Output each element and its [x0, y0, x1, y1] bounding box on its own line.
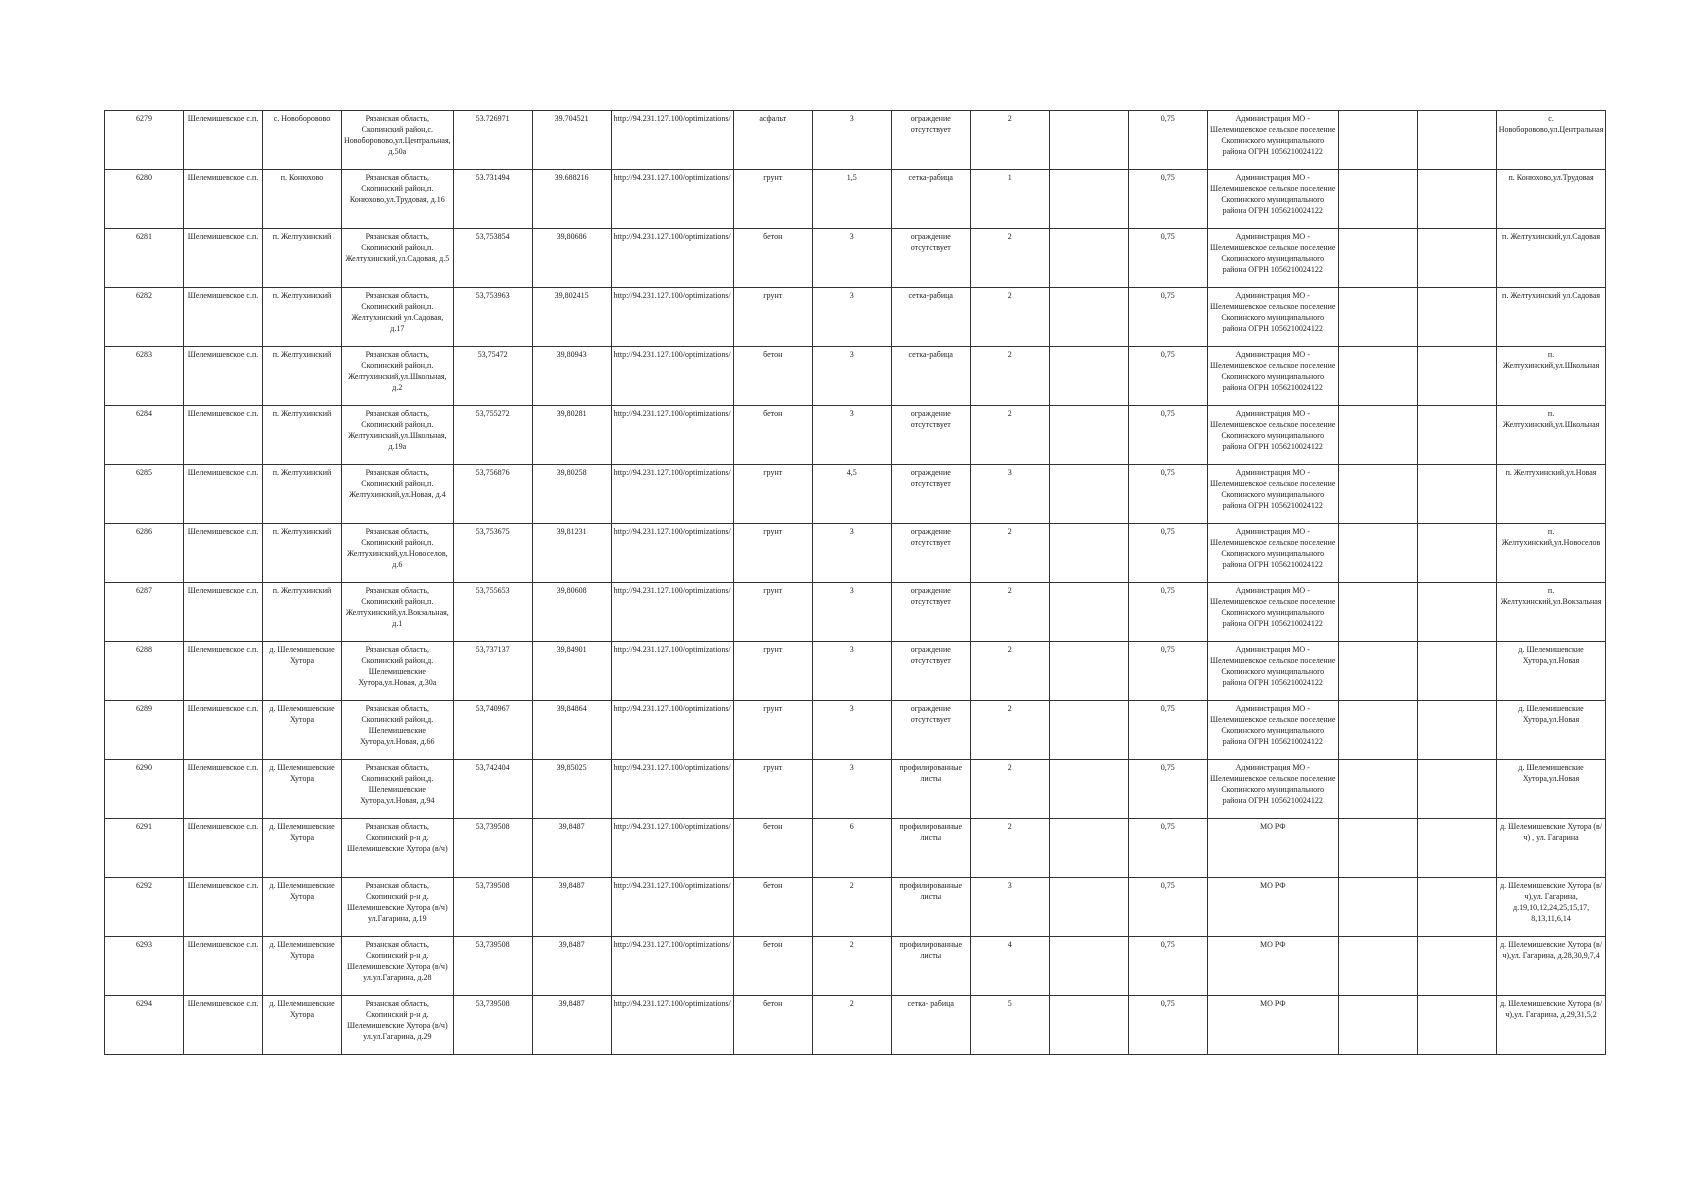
cell-row-number: 6285 — [105, 465, 184, 524]
cell-fence: сетка-рабица — [891, 170, 970, 229]
cell-container-volume: 0,75 — [1128, 347, 1207, 406]
cell-fence: ограждение отсутствует — [891, 465, 970, 524]
cell-settlement: Шелемишевское с.п. — [184, 878, 263, 937]
cell-container-volume: 0,75 — [1128, 465, 1207, 524]
cell-latitude: 53,755653 — [453, 583, 532, 642]
cell-served-area: д. Шелемишевские Хутора,ул.Новая — [1496, 760, 1606, 819]
cell-locality: п. Желтухинский — [263, 406, 342, 465]
cell-served-area: п. Конюхово,ул.Трудовая — [1496, 170, 1606, 229]
cell-latitude: 53,755272 — [453, 406, 532, 465]
cell-address: Рязанская область, Скопинский район,п. Желтухинский ул.Садовая, д.17 — [342, 288, 454, 347]
cell-extra-1 — [1338, 524, 1417, 583]
cell-row-number: 6283 — [105, 347, 184, 406]
cell-latitude: 53,756876 — [453, 465, 532, 524]
cell-latitude: 53,742404 — [453, 760, 532, 819]
cell-locality: п. Желтухинский — [263, 347, 342, 406]
cell-container-count: 4 — [970, 937, 1049, 996]
cell-url: http://94.231.127.100/optimizations/ — [611, 288, 733, 347]
cell-owner: МО РФ — [1207, 937, 1338, 996]
cell-longitude: 39,80686 — [532, 229, 611, 288]
cell-address: Рязанская область, Скопинский район,д. Шелемишевские Хутора,ул.Новая, д.66 — [342, 701, 454, 760]
table-row — [105, 996, 1606, 1055]
cell-locality: д. Шелемишевские Хутора — [263, 701, 342, 760]
cell-owner: Администрация МО - Шелемишевское сельское поселение Скопинского муниципального района ОГРН 1056210024122 — [1207, 111, 1338, 170]
cell-area: 3 — [812, 229, 891, 288]
cell-surface: грунт — [733, 583, 812, 642]
cell-url: http://94.231.127.100/optimizations/ — [611, 465, 733, 524]
cell-container-count: 3 — [970, 878, 1049, 937]
cell-longitude: 39,80258 — [532, 465, 611, 524]
cell-extra-2 — [1417, 642, 1496, 701]
cell-owner: Администрация МО - Шелемишевское сельское поселение Скопинского муниципального района ОГРН 1056210024122 — [1207, 465, 1338, 524]
cell-fence: ограждение отсутствует — [891, 701, 970, 760]
cell-served-area: п. Желтухинский,ул.Школьная — [1496, 347, 1606, 406]
table-row — [105, 170, 1606, 229]
cell-served-area: п. Желтухинский ул.Садовая — [1496, 288, 1606, 347]
cell-container-volume: 0,75 — [1128, 878, 1207, 937]
cell-row-number: 6290 — [105, 760, 184, 819]
cell-settlement: Шелемишевское с.п. — [184, 642, 263, 701]
cell-area: 3 — [812, 524, 891, 583]
cell-container-volume: 0,75 — [1128, 288, 1207, 347]
table-row — [105, 878, 1606, 937]
cell-area: 3 — [812, 583, 891, 642]
cell-locality: д. Шелемишевские Хутора — [263, 996, 342, 1055]
cell-container-count: 2 — [970, 111, 1049, 170]
cell-volume-empty — [1049, 288, 1128, 347]
cell-container-volume: 0,75 — [1128, 111, 1207, 170]
cell-longitude: 39,81231 — [532, 524, 611, 583]
cell-row-number: 6282 — [105, 288, 184, 347]
cell-area: 3 — [812, 701, 891, 760]
cell-surface: бетон — [733, 406, 812, 465]
cell-area: 3 — [812, 347, 891, 406]
cell-fence: сетка- рабица — [891, 996, 970, 1055]
cell-owner: Администрация МО - Шелемишевское сельское поселение Скопинского муниципального района ОГРН 1056210024122 — [1207, 701, 1338, 760]
cell-locality: д. Шелемишевские Хутора — [263, 642, 342, 701]
cell-container-volume: 0,75 — [1128, 583, 1207, 642]
cell-area: 3 — [812, 288, 891, 347]
cell-extra-2 — [1417, 170, 1496, 229]
cell-fence: ограждение отсутствует — [891, 524, 970, 583]
table-row — [105, 701, 1606, 760]
cell-volume-empty — [1049, 642, 1128, 701]
cell-longitude: 39,85025 — [532, 760, 611, 819]
cell-url: http://94.231.127.100/optimizations/ — [611, 819, 733, 878]
cell-locality: д. Шелемишевские Хутора — [263, 819, 342, 878]
cell-url: http://94.231.127.100/optimizations/ — [611, 524, 733, 583]
cell-settlement: Шелемишевское с.п. — [184, 583, 263, 642]
cell-served-area: с. Новоборовово,ул.Центральная — [1496, 111, 1606, 170]
cell-extra-2 — [1417, 347, 1496, 406]
cell-row-number: 6289 — [105, 701, 184, 760]
cell-fence: профилированные листы — [891, 878, 970, 937]
cell-settlement: Шелемишевское с.п. — [184, 170, 263, 229]
cell-owner: Администрация МО - Шелемишевское сельское поселение Скопинского муниципального района ОГРН 1056210024122 — [1207, 170, 1338, 229]
cell-extra-2 — [1417, 819, 1496, 878]
cell-extra-2 — [1417, 111, 1496, 170]
cell-surface: бетон — [733, 229, 812, 288]
cell-container-count: 2 — [970, 524, 1049, 583]
cell-owner: МО РФ — [1207, 819, 1338, 878]
cell-served-area: п. Желтухинский,ул.Новая — [1496, 465, 1606, 524]
cell-longitude: 39,80608 — [532, 583, 611, 642]
cell-extra-1 — [1338, 819, 1417, 878]
cell-row-number: 6281 — [105, 229, 184, 288]
cell-url: http://94.231.127.100/optimizations/ — [611, 583, 733, 642]
cell-area: 6 — [812, 819, 891, 878]
cell-extra-1 — [1338, 937, 1417, 996]
cell-area: 3 — [812, 406, 891, 465]
table-row — [105, 229, 1606, 288]
cell-container-volume: 0,75 — [1128, 642, 1207, 701]
cell-container-volume: 0,75 — [1128, 524, 1207, 583]
cell-longitude: 39,8487 — [532, 878, 611, 937]
cell-address: Рязанская область, Скопинский район,с. Новоборовово,ул.Центральная, д.50а — [342, 111, 454, 170]
cell-locality: д. Шелемишевские Хутора — [263, 760, 342, 819]
cell-latitude: 53,739508 — [453, 878, 532, 937]
cell-surface: бетон — [733, 937, 812, 996]
cell-url: http://94.231.127.100/optimizations/ — [611, 760, 733, 819]
cell-served-area: д. Шелемишевские Хутора (в/ч),ул. Гагарина, д.29,31,5,2 — [1496, 996, 1606, 1055]
cell-extra-1 — [1338, 229, 1417, 288]
cell-owner: Администрация МО - Шелемишевское сельское поселение Скопинского муниципального района ОГРН 1056210024122 — [1207, 288, 1338, 347]
cell-address: Рязанская область, Скопинский район,п. Конюхово,ул.Трудовая, д.16 — [342, 170, 454, 229]
cell-longitude: 39.704521 — [532, 111, 611, 170]
cell-container-volume: 0,75 — [1128, 229, 1207, 288]
cell-latitude: 53.731494 — [453, 170, 532, 229]
cell-volume-empty — [1049, 524, 1128, 583]
cell-volume-empty — [1049, 406, 1128, 465]
cell-latitude: 53,739508 — [453, 937, 532, 996]
cell-container-count: 3 — [970, 465, 1049, 524]
cell-surface: грунт — [733, 701, 812, 760]
cell-address: Рязанская область, Скопинский район,п. Желтухинский,ул.Садовая, д.5 — [342, 229, 454, 288]
cell-longitude: 39,8487 — [532, 819, 611, 878]
cell-latitude: 53,739508 — [453, 996, 532, 1055]
cell-container-volume: 0,75 — [1128, 819, 1207, 878]
cell-owner: МО РФ — [1207, 996, 1338, 1055]
cell-served-area: п. Желтухинский,ул.Садовая — [1496, 229, 1606, 288]
cell-longitude: 39,84901 — [532, 642, 611, 701]
cell-volume-empty — [1049, 878, 1128, 937]
cell-extra-2 — [1417, 229, 1496, 288]
cell-settlement: Шелемишевское с.п. — [184, 524, 263, 583]
cell-latitude: 53,75472 — [453, 347, 532, 406]
cell-container-count: 2 — [970, 288, 1049, 347]
cell-surface: грунт — [733, 642, 812, 701]
cell-container-count: 2 — [970, 583, 1049, 642]
cell-owner: Администрация МО - Шелемишевское сельское поселение Скопинского муниципального района ОГРН 1056210024122 — [1207, 760, 1338, 819]
cell-row-number: 6292 — [105, 878, 184, 937]
cell-row-number: 6284 — [105, 406, 184, 465]
cell-address: Рязанская область, Скопинский район,п. Желтухинский,ул.Новоселов, д.6 — [342, 524, 454, 583]
cell-container-count: 2 — [970, 642, 1049, 701]
cell-owner: Администрация МО - Шелемишевское сельское поселение Скопинского муниципального района ОГРН 1056210024122 — [1207, 347, 1338, 406]
cell-area: 3 — [812, 642, 891, 701]
cell-address: Рязанская область, Скопинский р-н д. Шелемишевские Хутора (в/ч) ул.ул.Гагарина, д.29 — [342, 996, 454, 1055]
cell-extra-2 — [1417, 406, 1496, 465]
cell-volume-empty — [1049, 819, 1128, 878]
cell-surface: грунт — [733, 288, 812, 347]
cell-address: Рязанская область, Скопинский р-н д. Шелемишевские Хутора (в/ч) ул.Гагарина, д.19 — [342, 878, 454, 937]
cell-container-volume: 0,75 — [1128, 170, 1207, 229]
cell-served-area: д. Шелемишевские Хутора (в/ч),ул. Гагарина, д.19,10,12,24,25,15,17, 8,13,11,6,14 — [1496, 878, 1606, 937]
cell-latitude: 53,753675 — [453, 524, 532, 583]
cell-surface: грунт — [733, 465, 812, 524]
cell-extra-2 — [1417, 937, 1496, 996]
cell-owner: Администрация МО - Шелемишевское сельское поселение Скопинского муниципального района ОГРН 1056210024122 — [1207, 583, 1338, 642]
cell-extra-1 — [1338, 996, 1417, 1055]
cell-settlement: Шелемишевское с.п. — [184, 996, 263, 1055]
table-row — [105, 760, 1606, 819]
cell-latitude: 53,739508 — [453, 819, 532, 878]
cell-surface: асфальт — [733, 111, 812, 170]
cell-owner: Администрация МО - Шелемишевское сельское поселение Скопинского муниципального района ОГРН 1056210024122 — [1207, 229, 1338, 288]
cell-locality: п. Желтухинский — [263, 288, 342, 347]
cell-locality: п. Желтухинский — [263, 229, 342, 288]
cell-container-volume: 0,75 — [1128, 937, 1207, 996]
cell-area: 2 — [812, 996, 891, 1055]
cell-longitude: 39,8487 — [532, 996, 611, 1055]
cell-address: Рязанская область, Скопинский район,д. Шелемишевские Хутора,ул.Новая, д.94 — [342, 760, 454, 819]
cell-url: http://94.231.127.100/optimizations/ — [611, 701, 733, 760]
cell-volume-empty — [1049, 229, 1128, 288]
table-row — [105, 583, 1606, 642]
cell-address: Рязанская область, Скопинский район,п. Желтухинский,ул.Школьная, д.19а — [342, 406, 454, 465]
cell-settlement: Шелемишевское с.п. — [184, 465, 263, 524]
cell-volume-empty — [1049, 937, 1128, 996]
cell-fence: ограждение отсутствует — [891, 111, 970, 170]
cell-served-area: д. Шелемишевские Хутора,ул.Новая — [1496, 701, 1606, 760]
cell-row-number: 6279 — [105, 111, 184, 170]
cell-extra-2 — [1417, 583, 1496, 642]
cell-locality: п. Желтухинский — [263, 583, 342, 642]
cell-container-count: 2 — [970, 406, 1049, 465]
cell-settlement: Шелемишевское с.п. — [184, 937, 263, 996]
cell-longitude: 39,80943 — [532, 347, 611, 406]
cell-served-area: д. Шелемишевские Хутора (в/ч) , ул. Гагарина — [1496, 819, 1606, 878]
cell-fence: сетка-рабица — [891, 288, 970, 347]
cell-latitude: 53.726971 — [453, 111, 532, 170]
cell-longitude: 39,80281 — [532, 406, 611, 465]
cell-url: http://94.231.127.100/optimizations/ — [611, 878, 733, 937]
cell-surface: грунт — [733, 760, 812, 819]
cell-container-volume: 0,75 — [1128, 701, 1207, 760]
cell-locality: д. Шелемишевские Хутора — [263, 937, 342, 996]
cell-extra-1 — [1338, 878, 1417, 937]
cell-settlement: Шелемишевское с.п. — [184, 760, 263, 819]
cell-extra-2 — [1417, 996, 1496, 1055]
cell-fence: сетка-рабица — [891, 347, 970, 406]
cell-extra-1 — [1338, 760, 1417, 819]
cell-surface: бетон — [733, 347, 812, 406]
cell-longitude: 39.688216 — [532, 170, 611, 229]
cell-url: http://94.231.127.100/optimizations/ — [611, 229, 733, 288]
cell-extra-1 — [1338, 288, 1417, 347]
cell-container-count: 2 — [970, 229, 1049, 288]
cell-volume-empty — [1049, 701, 1128, 760]
cell-container-volume: 0,75 — [1128, 406, 1207, 465]
cell-owner: МО РФ — [1207, 878, 1338, 937]
cell-url: http://94.231.127.100/optimizations/ — [611, 642, 733, 701]
table-row — [105, 937, 1606, 996]
cell-longitude: 39,802415 — [532, 288, 611, 347]
cell-latitude: 53,753854 — [453, 229, 532, 288]
cell-extra-2 — [1417, 760, 1496, 819]
cell-settlement: Шелемишевское с.п. — [184, 229, 263, 288]
table-row — [105, 111, 1606, 170]
cell-extra-1 — [1338, 465, 1417, 524]
table-row — [105, 465, 1606, 524]
cell-url: http://94.231.127.100/optimizations/ — [611, 347, 733, 406]
cell-volume-empty — [1049, 465, 1128, 524]
cell-served-area: п. Желтухинский,ул.Вокзальная — [1496, 583, 1606, 642]
cell-url: http://94.231.127.100/optimizations/ — [611, 111, 733, 170]
cell-container-count: 2 — [970, 347, 1049, 406]
cell-fence: ограждение отсутствует — [891, 229, 970, 288]
cell-volume-empty — [1049, 996, 1128, 1055]
cell-settlement: Шелемишевское с.п. — [184, 111, 263, 170]
table-row — [105, 406, 1606, 465]
cell-container-volume: 0,75 — [1128, 996, 1207, 1055]
cell-extra-2 — [1417, 288, 1496, 347]
cell-address: Рязанская область, Скопинский р-н д. Шелемишевские Хутора (в/ч) — [342, 819, 454, 878]
cell-fence: профилированные листы — [891, 760, 970, 819]
cell-extra-1 — [1338, 111, 1417, 170]
cell-extra-1 — [1338, 583, 1417, 642]
cell-area: 3 — [812, 111, 891, 170]
cell-served-area: д. Шелемишевские Хутора,ул.Новая — [1496, 642, 1606, 701]
table-row — [105, 288, 1606, 347]
cell-row-number: 6287 — [105, 583, 184, 642]
cell-area: 2 — [812, 937, 891, 996]
cell-container-count: 2 — [970, 701, 1049, 760]
cell-row-number: 6291 — [105, 819, 184, 878]
cell-address: Рязанская область, Скопинский район,п. Желтухинский,ул.Вокзальная, д.1 — [342, 583, 454, 642]
cell-surface: грунт — [733, 524, 812, 583]
cell-url: http://94.231.127.100/optimizations/ — [611, 996, 733, 1055]
cell-row-number: 6294 — [105, 996, 184, 1055]
cell-extra-1 — [1338, 406, 1417, 465]
cell-area: 3 — [812, 760, 891, 819]
cell-row-number: 6280 — [105, 170, 184, 229]
cell-locality: п. Желтухинский — [263, 524, 342, 583]
table-body — [105, 111, 1606, 1055]
cell-volume-empty — [1049, 347, 1128, 406]
cell-fence: профилированные листы — [891, 937, 970, 996]
cell-locality: с. Новоборовово — [263, 111, 342, 170]
cell-volume-empty — [1049, 170, 1128, 229]
cell-container-count: 5 — [970, 996, 1049, 1055]
table-row — [105, 347, 1606, 406]
cell-longitude: 39,8487 — [532, 937, 611, 996]
cell-extra-1 — [1338, 170, 1417, 229]
cell-extra-1 — [1338, 347, 1417, 406]
cell-locality: п. Желтухинский — [263, 465, 342, 524]
cell-row-number: 6286 — [105, 524, 184, 583]
cell-surface: бетон — [733, 878, 812, 937]
cell-settlement: Шелемишевское с.п. — [184, 406, 263, 465]
cell-row-number: 6288 — [105, 642, 184, 701]
cell-row-number: 6293 — [105, 937, 184, 996]
cell-fence: ограждение отсутствует — [891, 642, 970, 701]
cell-latitude: 53,737137 — [453, 642, 532, 701]
cell-address: Рязанская область, Скопинский район,п. Желтухинский,ул.Школьная, д.2 — [342, 347, 454, 406]
cell-locality: д. Шелемишевские Хутора — [263, 878, 342, 937]
cell-volume-empty — [1049, 111, 1128, 170]
cell-url: http://94.231.127.100/optimizations/ — [611, 170, 733, 229]
cell-volume-empty — [1049, 760, 1128, 819]
cell-address: Рязанская область, Скопинский район,п. Желтухинский,ул.Новая, д.4 — [342, 465, 454, 524]
cell-surface: бетон — [733, 996, 812, 1055]
cell-container-count: 2 — [970, 760, 1049, 819]
cell-fence: профилированные листы — [891, 819, 970, 878]
cell-container-count: 1 — [970, 170, 1049, 229]
cell-address: Рязанская область, Скопинский р-н д. Шелемишевские Хутора (в/ч) ул.ул.Гагарина, д.28 — [342, 937, 454, 996]
cell-served-area: д. Шелемишевские Хутора (в/ч),ул. Гагарина, д.28,30,9,7,4 — [1496, 937, 1606, 996]
cell-extra-2 — [1417, 465, 1496, 524]
cell-settlement: Шелемишевское с.п. — [184, 288, 263, 347]
cell-extra-2 — [1417, 524, 1496, 583]
cell-surface: грунт — [733, 170, 812, 229]
cell-locality: п. Конюхово — [263, 170, 342, 229]
cell-settlement: Шелемишевское с.п. — [184, 347, 263, 406]
cell-surface: бетон — [733, 819, 812, 878]
cell-extra-2 — [1417, 701, 1496, 760]
cell-url: http://94.231.127.100/optimizations/ — [611, 937, 733, 996]
cell-url: http://94.231.127.100/optimizations/ — [611, 406, 733, 465]
cell-extra-1 — [1338, 642, 1417, 701]
cell-owner: Администрация МО - Шелемишевское сельское поселение Скопинского муниципального района ОГРН 1056210024122 — [1207, 524, 1338, 583]
cell-address: Рязанская область, Скопинский район,д. Шелемишевские Хутора,ул.Новая, д.30а — [342, 642, 454, 701]
cell-fence: ограждение отсутствует — [891, 583, 970, 642]
cell-container-volume: 0,75 — [1128, 760, 1207, 819]
table-row — [105, 524, 1606, 583]
cell-area: 4,5 — [812, 465, 891, 524]
cell-area: 1,5 — [812, 170, 891, 229]
cell-extra-2 — [1417, 878, 1496, 937]
table-row — [105, 819, 1606, 878]
cell-container-count: 2 — [970, 819, 1049, 878]
cell-longitude: 39,84864 — [532, 701, 611, 760]
cell-latitude: 53,753963 — [453, 288, 532, 347]
cell-owner: Администрация МО - Шелемишевское сельское поселение Скопинского муниципального района ОГРН 1056210024122 — [1207, 406, 1338, 465]
cell-latitude: 53,740967 — [453, 701, 532, 760]
cell-owner: Администрация МО - Шелемишевское сельское поселение Скопинского муниципального района ОГРН 1056210024122 — [1207, 642, 1338, 701]
cell-extra-1 — [1338, 701, 1417, 760]
table-row — [105, 642, 1606, 701]
cell-served-area: п. Желтухинский,ул.Новоселов — [1496, 524, 1606, 583]
cell-served-area: п. Желтухинский,ул.Школьная — [1496, 406, 1606, 465]
cell-settlement: Шелемишевское с.п. — [184, 819, 263, 878]
cell-settlement: Шелемишевское с.п. — [184, 701, 263, 760]
cell-area: 2 — [812, 878, 891, 937]
registry-table — [104, 110, 1606, 1055]
cell-fence: ограждение отсутствует — [891, 406, 970, 465]
cell-volume-empty — [1049, 583, 1128, 642]
